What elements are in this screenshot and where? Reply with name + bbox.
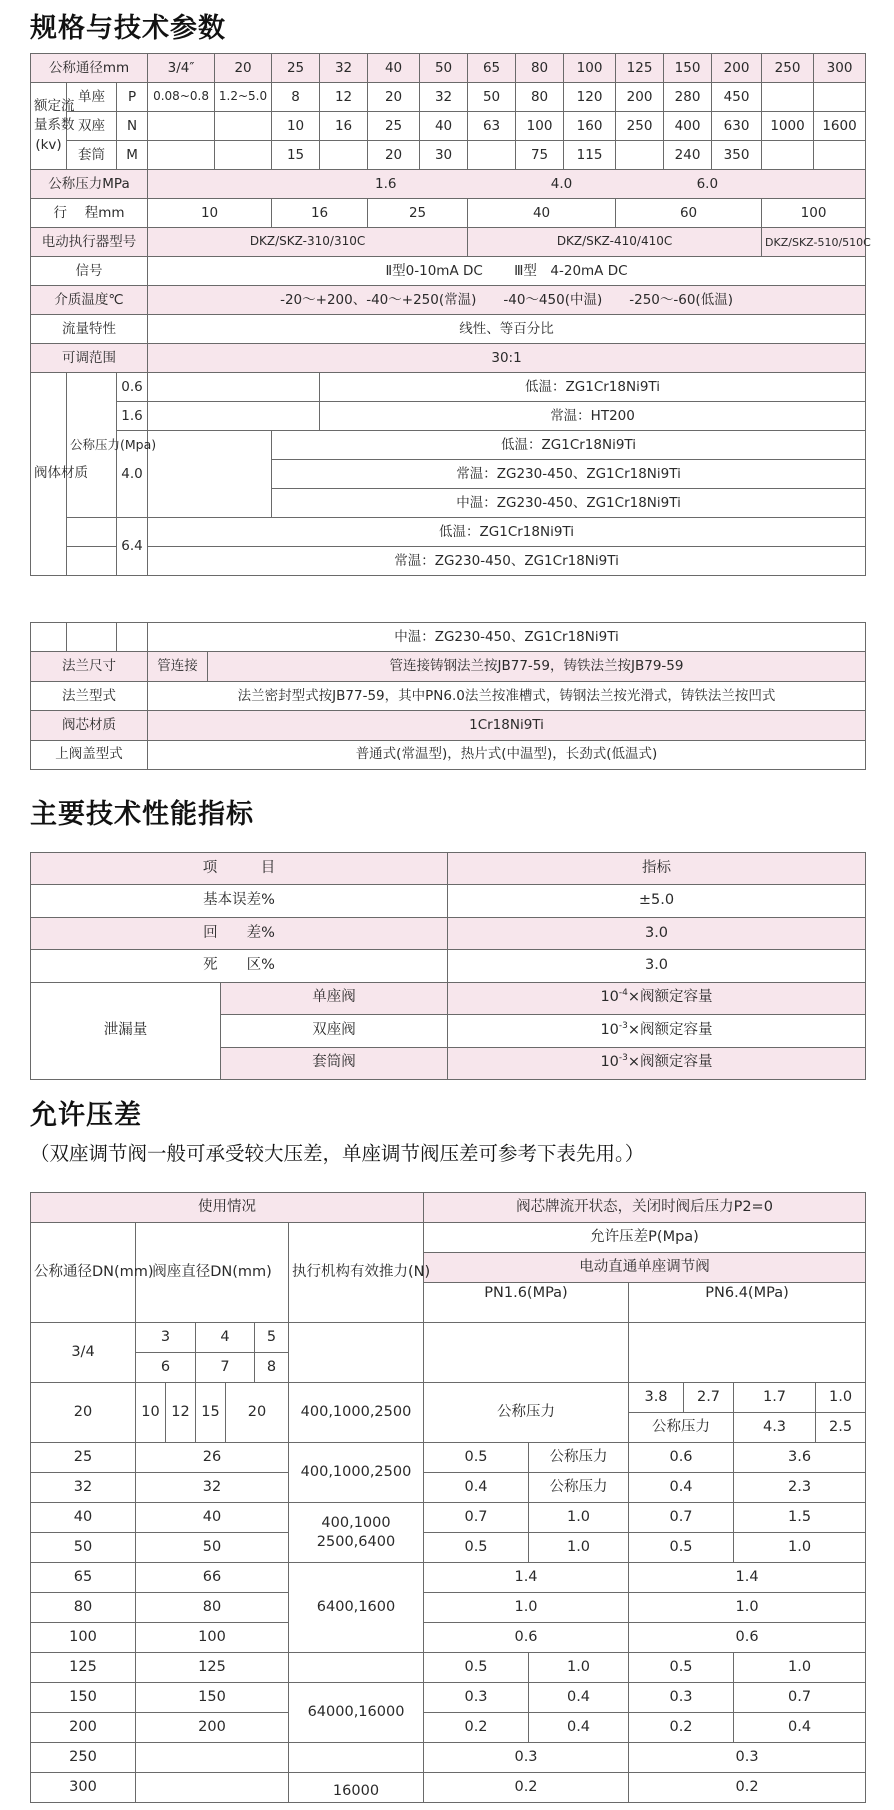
kv-cell [148,112,215,141]
flow-label: 流量特性 [31,315,148,344]
thrust-cell: 16000 [289,1773,424,1803]
bonnet-label: 上阀盖型式 [31,740,148,769]
temp-value: -20～+200、-40～+250(常温) -40～450(中温) -250～-60(低温) [148,286,866,315]
diff-cell: 0.3 [629,1743,866,1773]
seat-cell: 66 [136,1563,289,1593]
allow-head: 允许压差P(Mpa) [424,1223,866,1253]
seat-cell: 7 [196,1353,255,1383]
dn-cell: 125 [616,54,664,83]
diff-cell: 0.7 [424,1503,529,1533]
nominal-label: 公称压力 [529,1443,629,1473]
ten: 10 [600,1054,619,1071]
single-label: 单座 [67,83,117,112]
leak-value [448,1015,866,1047]
double-code: N [117,112,148,141]
diff-heading: 允许压差 [30,1100,142,1131]
kv-cell: 630 [712,112,762,141]
leak-value [448,982,866,1014]
seat-cell: 12 [166,1383,196,1443]
kv-cell: 10 [272,112,320,141]
pn-40: 4.0 [117,431,148,518]
diff-cell: 2.5 [816,1413,866,1443]
kv-cell: 63 [468,112,516,141]
diff-cell: 0.5 [424,1533,529,1563]
usage-head: 使用情况 [31,1193,424,1223]
diff-cell: 1.0 [529,1533,629,1563]
sleeve-label: 套筒 [67,141,117,170]
kv-label [31,83,75,170]
diff-cell: 1.0 [629,1593,866,1623]
exponent: -4 [618,988,628,999]
kv-cell: 250 [616,112,664,141]
diff-cell: 3.8 [629,1383,684,1413]
diff-cell: 0.6 [629,1443,734,1473]
diff-cell: 1.5 [734,1503,866,1533]
kv-cell: 15 [272,141,320,170]
diff-cell: 4.3 [734,1413,816,1443]
single-code: P [117,83,148,112]
stroke-label: 行 程mm [31,199,148,228]
dn-label: 公称通径mm [31,54,148,83]
ten: 10 [600,989,619,1006]
range-label: 可调范围 [31,344,148,373]
pn64-head: PN6.4(MPa) [629,1283,866,1323]
kv-cell: 350 [712,141,762,170]
leak-name: 套筒阀 [221,1047,448,1079]
kv-label-3: (kv) [35,136,62,153]
spec-heading: 规格与技术参数 [30,13,226,44]
diff-note: （双座调节阀一般可承受较大压差，单座调节阀压差可参考下表先用。） [30,1142,645,1165]
kv-cell [814,83,866,112]
pressure-diff-table [30,1192,866,1803]
diff-cell: 0.3 [424,1743,629,1773]
exponent: -3 [618,1053,628,1064]
dn-cell: 3/4″ [148,54,215,83]
kv-cell: 12 [320,83,368,112]
perf-col-item: 项 目 [31,853,448,885]
actuator-cell: DKZ/SKZ-510/510C [762,228,866,257]
diff-cell: 0.5 [424,1653,529,1683]
kv-cell: 100 [516,112,564,141]
flange-type-value: 法兰密封型式按JB77-59，其中PN6.0法兰按准槽式，铸钢法兰按光滑式，铸铁法兰按凹式 [148,681,866,710]
kv-cell: 32 [420,83,468,112]
basic-error-label: 基本误差% [31,885,448,917]
deadband-label: 死 区% [31,950,448,982]
diff-cell: 1.0 [529,1653,629,1683]
basic-error-value: ±5.0 [448,885,866,917]
temp-label: 介质温度℃ [31,286,148,315]
kv-cell [616,141,664,170]
dn-cell: 150 [664,54,712,83]
valve-type-head: 电动直通单座调节阀 [424,1253,866,1283]
kv-cell [215,112,272,141]
dn-cell: 40 [368,54,420,83]
flow-value: 线性、等百分比 [148,315,866,344]
kv-cell [762,83,814,112]
diff-cell: 0.6 [629,1623,866,1653]
actuator-cell: DKZ/SKZ-310/310C [148,228,468,257]
pn-label: 公称压力MPa [31,170,148,199]
seat-cell: 40 [136,1503,289,1533]
dn-cell: 25 [31,1443,136,1473]
perf-heading: 主要技术性能指标 [30,799,254,830]
diff-cell: 0.2 [629,1713,734,1743]
seat-cell: 6 [136,1353,196,1383]
mat-normal-b: 常温：ZG230-450、ZG1Cr18Ni9Ti [272,460,866,489]
kv-cell: 75 [516,141,564,170]
thrust-cell: 400,1000,2500 [289,1443,424,1503]
diff-cell: 1.0 [734,1533,866,1563]
dn-cell: 300 [814,54,866,83]
thrust-line: 2500,6400 [316,1533,396,1550]
kv-cell: 280 [664,83,712,112]
diff-cell: 1.4 [424,1563,629,1593]
diff-cell: 1.0 [529,1503,629,1533]
kv-cell: 1000 [762,112,814,141]
diff-cell: 0.4 [529,1713,629,1743]
dn-cell: 20 [215,54,272,83]
kv-cell: 30 [420,141,468,170]
diff-cell: 0.4 [424,1473,529,1503]
leak-text: ×阀额定容量 [627,1054,713,1071]
spec-table-continued [30,622,866,770]
signal-value: Ⅱ型0-10mA DC Ⅲ型 4-20mA DC [148,257,866,286]
diff-cell: 0.5 [629,1533,734,1563]
dn-cell: 3/4 [31,1323,136,1383]
pn16-head: PN1.6(MPa) [424,1283,629,1323]
kv-cell: 80 [516,83,564,112]
seat-cell: 20 [226,1383,289,1443]
kv-cell [762,141,814,170]
double-label: 双座 [67,112,117,141]
pn-64: 6.4 [117,518,148,576]
seat-cell: 4 [196,1323,255,1353]
thrust-cell: 64000,16000 [289,1683,424,1743]
body-label: 阀体材质 [31,373,67,576]
kv-cell: 20 [368,83,420,112]
kv-cell: 160 [564,112,616,141]
seat-cell: 100 [136,1623,289,1653]
diff-cell: 0.5 [629,1653,734,1683]
thrust-cell: 400,1000,2500 [289,1383,424,1443]
kv-cell: 400 [664,112,712,141]
actuator-cell: DKZ/SKZ-410/410C [468,228,762,257]
diff-cell: 1.0 [816,1383,866,1413]
dn-cell: 100 [31,1623,136,1653]
kv-cell: 25 [368,112,420,141]
thrust-cell [289,1503,424,1563]
stroke-cell: 16 [272,199,368,228]
performance-table [30,852,866,1080]
diff-cell: 0.7 [629,1503,734,1533]
hysteresis-value: 3.0 [448,917,866,949]
stroke-cell: 10 [148,199,272,228]
seat-cell: 15 [196,1383,226,1443]
dn-cell: 250 [31,1743,136,1773]
diff-cell: 0.2 [424,1713,529,1743]
kv-cell: 50 [468,83,516,112]
stroke-cell: 100 [762,199,866,228]
kv-cell: 40 [420,112,468,141]
kv-cell [814,141,866,170]
pn-nominal-label: 公称压力(Mpa) [67,373,117,518]
core-label: 阀芯材质 [31,711,148,740]
kv-cell: 1.2~5.0 [215,83,272,112]
thrust-line: 400,1000 [321,1514,391,1531]
seat-cell: 50 [136,1533,289,1563]
thrust-head: 执行机构有效推力(N) [289,1223,424,1323]
pn-value: 6.0 [696,175,719,192]
dn-head: 公称通径DN(mm) [31,1223,136,1323]
state-head: 阀芯牌流开状态，关闭时阀后压力P2=0 [424,1193,866,1223]
flange-size-kind: 管连接 [148,652,208,681]
dn-cell: 25 [272,54,320,83]
dn-cell: 300 [31,1773,136,1803]
ten: 10 [600,1021,619,1038]
seat-cell: 150 [136,1683,289,1713]
deadband-value: 3.0 [448,950,866,982]
dn-cell: 125 [31,1653,136,1683]
dn-cell: 50 [420,54,468,83]
mat-mid-b: 中温：ZG230-450、ZG1Cr18Ni9Ti [272,489,866,518]
kv-cell: 200 [616,83,664,112]
seat-cell: 32 [136,1473,289,1503]
kv-cell: 120 [564,83,616,112]
dn-cell: 100 [564,54,616,83]
seat-cell: 8 [255,1353,289,1383]
diff-cell: 1.0 [734,1653,866,1683]
mat-low-a: 低温：ZG1Cr18Ni9Ti [320,373,866,402]
dn-cell: 80 [516,54,564,83]
diff-cell: 0.3 [424,1683,529,1713]
pn-value: 4.0 [550,175,573,192]
seat-cell: 5 [255,1323,289,1353]
kv-cell [148,141,215,170]
sleeve-code: M [117,141,148,170]
diff-cell: 0.4 [629,1473,734,1503]
dn-cell: 80 [31,1593,136,1623]
dn-cell: 200 [712,54,762,83]
kv-cell [468,141,516,170]
pn-16: 1.6 [117,402,148,431]
nominal-label: 公称压力 [529,1473,629,1503]
diff-cell: 0.2 [629,1773,866,1803]
kv-cell: 1600 [814,112,866,141]
stroke-cell: 60 [616,199,762,228]
exponent: -3 [618,1021,628,1032]
dn-cell: 65 [31,1563,136,1593]
diff-cell: 2.7 [684,1383,734,1413]
stroke-cell: 40 [468,199,616,228]
dn-cell: 40 [31,1503,136,1533]
flange-size-value: 管连接铸钢法兰按JB77-59，铸铁法兰按JB79-59 [208,652,866,681]
flange-size-label: 法兰尺寸 [31,652,148,681]
kv-cell: 20 [368,141,420,170]
actuator-label: 电动执行器型号 [31,228,148,257]
range-value: 30:1 [148,344,866,373]
dn-cell: 20 [31,1383,136,1443]
kv-cell: 16 [320,112,368,141]
diff-cell: 1.0 [424,1593,629,1623]
leak-name: 双座阀 [221,1015,448,1047]
seat-cell: 125 [136,1653,289,1683]
diff-cell: 0.4 [529,1683,629,1713]
hysteresis-label: 回 差% [31,917,448,949]
thrust-cell: 6400,1600 [289,1563,424,1653]
diff-cell: 0.3 [629,1683,734,1713]
diff-cell: 1.7 [734,1383,816,1413]
dn-cell: 65 [468,54,516,83]
dn-cell: 200 [31,1713,136,1743]
leakage-label: 泄漏量 [31,982,221,1079]
leak-value [448,1047,866,1079]
dn-cell: 250 [762,54,814,83]
nominal-label: 公称压力 [629,1413,734,1443]
kv-cell: 240 [664,141,712,170]
stroke-cell: 25 [368,199,468,228]
dn-cell: 50 [31,1533,136,1563]
kv-cell [215,141,272,170]
dn-cell: 32 [31,1473,136,1503]
kv-label-1: 额定流 [34,97,75,114]
kv-cell: 8 [272,83,320,112]
diff-cell: 3.6 [734,1443,866,1473]
mat-normal-c: 常温：ZG230-450、ZG1Cr18Ni9Ti [148,547,866,576]
pn-values [148,170,866,199]
seat-cell: 10 [136,1383,166,1443]
leak-text: ×阀额定容量 [627,1021,713,1038]
signal-label: 信号 [31,257,148,286]
dn-cell: 150 [31,1683,136,1713]
kv-cell: 450 [712,83,762,112]
leak-name: 单座阀 [221,982,448,1014]
pn-06: 0.6 [117,373,148,402]
leak-text: ×阀额定容量 [627,989,713,1006]
mat-low-c: 低温：ZG1Cr18Ni9Ti [148,518,866,547]
seat-cell: 26 [136,1443,289,1473]
bonnet-value: 普通式(常温型)，热片式(中温型)，长劲式(低温式) [148,740,866,769]
diff-cell: 0.2 [424,1773,629,1803]
seat-head: 阀座直径DN(mm) [136,1223,289,1323]
kv-cell [320,141,368,170]
diff-cell: 0.5 [424,1443,529,1473]
pn-value: 1.6 [375,175,397,192]
diff-cell: 2.3 [734,1473,866,1503]
diff-cell: 0.6 [424,1623,629,1653]
diff-cell: 0.7 [734,1683,866,1713]
perf-col-index: 指标 [448,853,866,885]
dn-cell: 32 [320,54,368,83]
kv-label-2: 量系数 [34,117,75,134]
kv-cell: 0.08~0.8 [148,83,215,112]
kv-cell: 115 [564,141,616,170]
mat-low-b: 低温：ZG1Cr18Ni9Ti [272,431,866,460]
seat-cell: 3 [136,1323,196,1353]
diff-cell: 1.4 [629,1563,866,1593]
mat-normal-a: 常温：HT200 [320,402,866,431]
spec-table-main [30,53,871,576]
mat-mid-c: 中温：ZG230-450、ZG1Cr18Ni9Ti [148,623,866,652]
diff-cell: 0.4 [734,1713,866,1743]
nominal-label: 公称压力 [424,1383,629,1443]
seat-cell: 200 [136,1713,289,1743]
core-value: 1Cr18Ni9Ti [148,711,866,740]
seat-cell: 80 [136,1593,289,1623]
flange-type-label: 法兰型式 [31,681,148,710]
